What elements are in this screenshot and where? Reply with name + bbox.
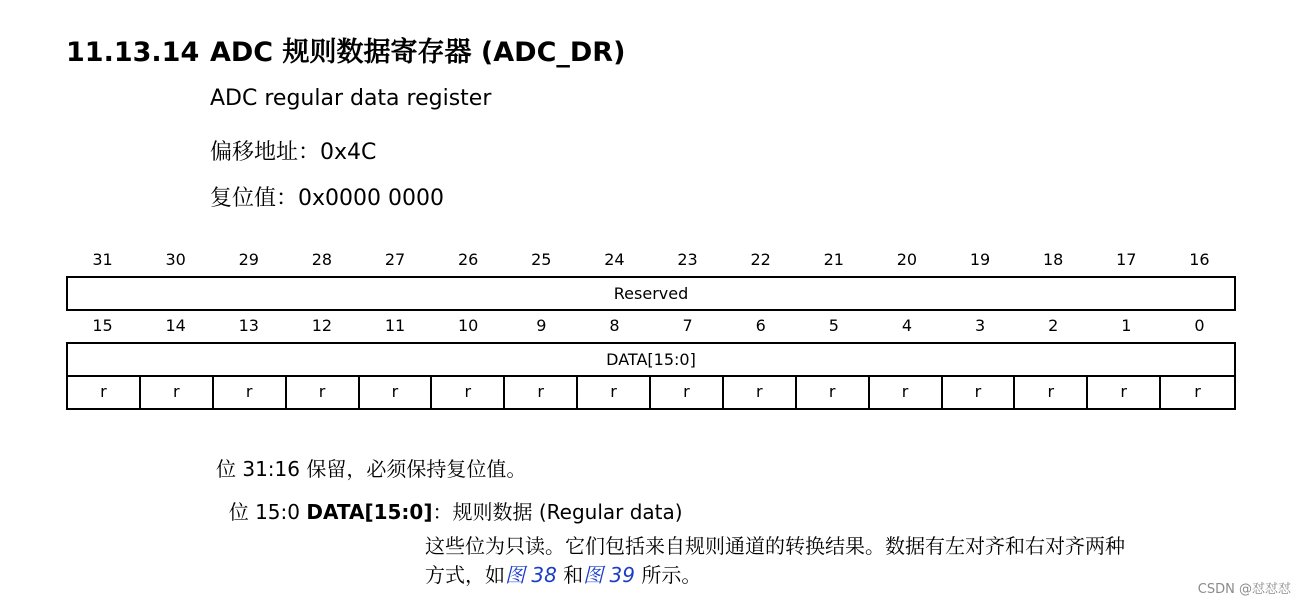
desc-bits-15-0-name: DATA[15:0] [306, 500, 433, 524]
access-type-cell: r [214, 375, 287, 408]
access-type-cell: r [797, 375, 870, 408]
access-type-cell: r [1015, 375, 1088, 408]
access-type-cell: r [287, 375, 360, 408]
reset-label: 复位值： [210, 186, 299, 211]
register-english-name: ADC regular data register [210, 86, 492, 111]
bit-number: 4 [901, 316, 913, 335]
bit-number: 29 [238, 250, 259, 269]
bit-number: 25 [531, 250, 552, 269]
offset-label: 偏移地址： [210, 140, 321, 165]
access-type-cell: r [68, 375, 141, 408]
bit-number: 14 [165, 316, 186, 335]
bit-number: 19 [969, 250, 991, 269]
bit-number: 8 [609, 316, 620, 335]
bit-number: 27 [384, 250, 406, 269]
bit-number: 1 [1121, 316, 1132, 335]
desc-and: 和 [556, 563, 584, 587]
bit-number: 10 [458, 316, 479, 335]
bit-number: 9 [536, 316, 547, 335]
access-row [66, 375, 1236, 410]
bit-number: 23 [677, 250, 698, 269]
offset-address [210, 135, 376, 166]
reset-value [210, 181, 444, 212]
access-type-cell: r [141, 375, 214, 408]
bit-number: 5 [828, 316, 839, 335]
bit-number: 28 [311, 250, 333, 269]
desc-bits-15-0-name-suffix: ：规则数据 (Regular data) [432, 500, 683, 524]
data-field-label: DATA[15:0] [606, 350, 696, 369]
access-type-cell: r [1194, 382, 1201, 401]
upper-bit-numbers [66, 248, 1236, 272]
bit-number: 2 [1048, 316, 1059, 335]
figure-38-link[interactable]: 图 38 [505, 563, 557, 587]
desc-bits-15-0-label: 位 15:0 [228, 500, 300, 524]
figure-39-link[interactable]: 图 39 [583, 563, 635, 587]
access-type-cell: r [578, 375, 651, 408]
bit-number: 16 [1189, 250, 1210, 269]
access-type-cell: r [870, 375, 943, 408]
desc-bits-31-16-label: 位 31:16 [216, 457, 300, 481]
access-type-cell: r [432, 375, 505, 408]
section-heading [66, 30, 625, 69]
offset-value: 0x4C [320, 140, 377, 165]
bit-number: 12 [311, 316, 333, 335]
bit-number: 18 [1043, 250, 1064, 269]
desc-bits-31-16-text: 保留，必须保持复位值。 [306, 457, 527, 481]
access-type-cell: r [505, 375, 578, 408]
bit-number: 30 [165, 250, 186, 269]
desc-line2-prefix: 方式，如 [425, 563, 505, 587]
access-type-cell: r [724, 375, 797, 408]
bit-number: 13 [238, 316, 259, 335]
access-type-cell: r [360, 375, 433, 408]
reserved-field-label: Reserved [613, 284, 689, 303]
bit-number: 24 [604, 250, 625, 269]
watermark: CSDN @怼怼怼 [1197, 582, 1291, 597]
reset-value-text: 0x0000 0000 [298, 186, 445, 211]
bit-number: 3 [974, 316, 986, 335]
access-type-cell: r [943, 375, 1016, 408]
bit-number: 26 [458, 250, 479, 269]
desc-bits-31-16 [200, 453, 526, 482]
bit-number: 31 [92, 250, 113, 269]
desc-line2-suffix: 所示。 [634, 563, 702, 587]
bit-number: 7 [682, 316, 693, 335]
bit-number: 20 [896, 250, 918, 269]
lower-bit-numbers [66, 314, 1236, 338]
access-type-cell: r [651, 375, 724, 408]
section-number: 11.13.14 [66, 37, 200, 68]
bit-number: 11 [384, 316, 406, 335]
bit-number: 17 [1116, 250, 1137, 269]
bit-number: 21 [823, 250, 844, 269]
bit-number: 15 [92, 316, 113, 335]
bit-number: 22 [750, 250, 771, 269]
bit-number: 6 [755, 316, 766, 335]
desc-bits-15-0 [200, 496, 683, 525]
section-title: ADC 规则数据寄存器 (ADC_DR) [210, 37, 626, 68]
bit-number: 0 [1194, 316, 1205, 335]
desc-bits-15-0-line1: 这些位为只读。它们包括来自规则通道的转换结果。数据有左对齐和右对齐两种 [425, 534, 1125, 558]
access-type-cell: r [1088, 375, 1161, 408]
desc-bits-15-0-line2 [425, 559, 701, 588]
reserved-field [66, 276, 1236, 311]
data-field [66, 342, 1236, 377]
